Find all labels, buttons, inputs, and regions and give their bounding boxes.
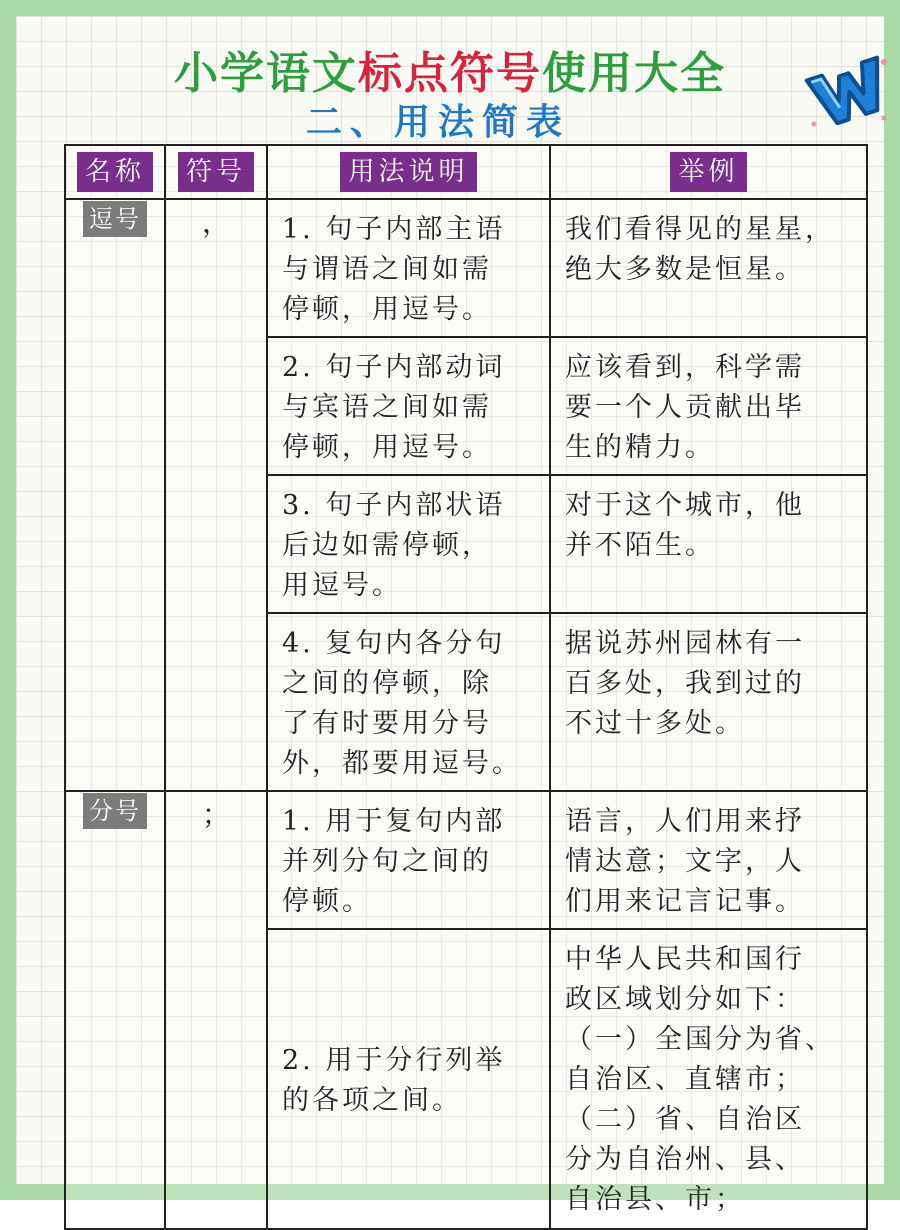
header-name (65, 145, 165, 199)
comma-name-cell (65, 199, 165, 791)
header-usage (267, 145, 550, 199)
section-subtitle: 二、用法简表 (306, 102, 571, 143)
title-part-2: 标点符号 (358, 48, 542, 99)
usage-description: 3. 句子内部状语 后边如需停顿， 用逗号。 (267, 475, 550, 613)
semicolon-name-cell (65, 791, 165, 1229)
header-symbol (165, 145, 267, 199)
page-title (16, 44, 884, 104)
usage-example: 语言，人们用来抒 情达意；文字，人 们用来记言记事。 (550, 791, 867, 929)
title-part-3: 使用大全 (542, 48, 726, 99)
usage-description: 1. 用于复句内部 并列分句之间的 停顿。 (267, 791, 550, 929)
comma-name-chip: 逗号 (83, 201, 147, 237)
semicolon-symbol-cell: ； (165, 791, 267, 1229)
usage-example: 据说苏州园林有一 百多处，我到过的 不过十多处。 (550, 613, 867, 791)
usage-table (64, 144, 868, 1230)
usage-example: 我们看得见的星星， 绝大多数是恒星。 (550, 199, 867, 337)
usage-description: 2. 句子内部动词 与宾语之间如需 停顿，用逗号。 (267, 337, 550, 475)
usage-description: 4. 复句内各分句 之间的停顿，除 了有时要用分号 外，都要用逗号。 (267, 613, 550, 791)
usage-example: 应该看到，科学需 要一个人贡献出毕 生的精力。 (550, 337, 867, 475)
usage-description: 1. 句子内部主语 与谓语之间如需 停顿，用逗号。 (267, 199, 550, 337)
table-header-row (65, 145, 867, 199)
comma-symbol-cell: ， (165, 199, 267, 791)
usage-description: 2. 用于分行列举 的各项之间。 (267, 929, 550, 1229)
table-row (65, 199, 867, 337)
header-name-label: 名称 (77, 152, 153, 192)
w-letter-sticker-icon (804, 46, 894, 136)
table-row (65, 791, 867, 929)
header-example (550, 145, 867, 199)
title-part-1: 小学语文 (174, 48, 358, 99)
header-symbol-label: 符号 (178, 152, 254, 192)
header-example-label: 举例 (670, 152, 746, 192)
usage-example: 对于这个城市，他 并不陌生。 (550, 475, 867, 613)
semicolon-name-chip: 分号 (83, 793, 147, 829)
header-usage-label: 用法说明 (340, 152, 476, 192)
usage-example: 中华人民共和国行 政区域划分如下： （一）全国分为省、 自治区、直辖市； （二）省、自治区 分为自治州、县、 自治县、市； (550, 929, 867, 1229)
